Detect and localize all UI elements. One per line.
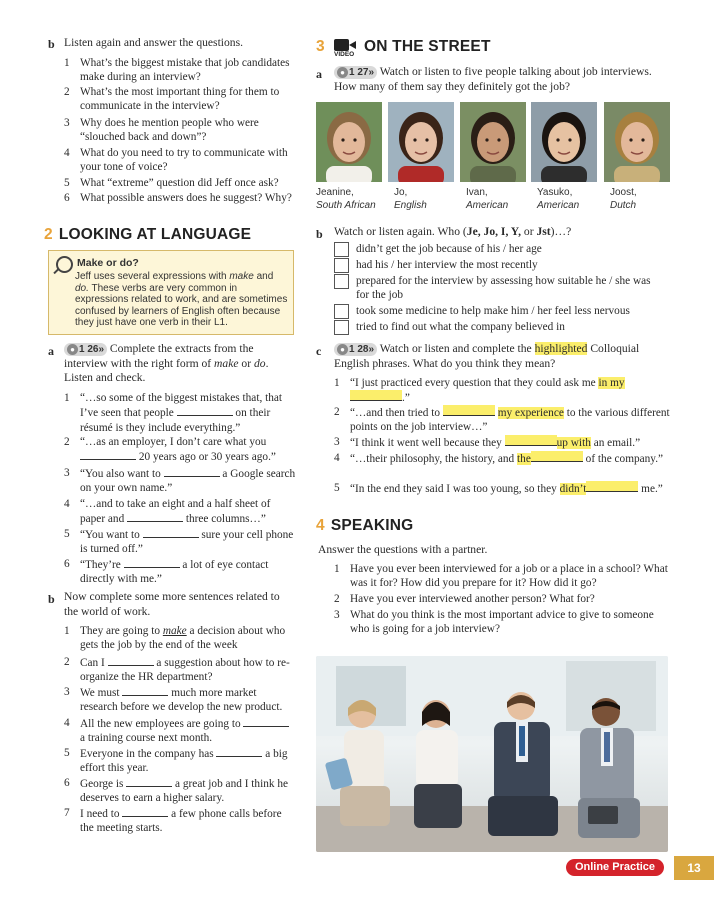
extract-text: “…and to take an eight and a half sheet of paper and three columns…” <box>80 498 271 526</box>
highlighted-text: my experience <box>497 407 564 419</box>
sentence-item <box>64 624 296 653</box>
sentence-item <box>64 655 296 685</box>
speaking-question <box>334 608 670 637</box>
section-title: LOOKING AT LANGUAGE <box>58 226 252 243</box>
section-heading <box>316 38 331 56</box>
item-number: 5 <box>334 482 340 494</box>
page-number: 13 <box>674 856 714 880</box>
section-number: 4 <box>316 517 325 534</box>
person-nationality: Dutch <box>610 200 637 211</box>
extract-item <box>64 466 296 496</box>
phrase-text: “In the end they said I was too young, so they didn’t me.” <box>350 483 663 495</box>
answer-blank[interactable] <box>505 435 557 446</box>
item-number: 3 <box>64 467 70 479</box>
phrase-text: “I think it went well because they up with an email.” <box>350 437 641 449</box>
answer-blank[interactable] <box>443 405 495 416</box>
highlighted-text: in my <box>598 377 625 389</box>
exercise-instruction: Listen again and answer the questions. <box>64 36 244 49</box>
interview-photo <box>316 656 668 852</box>
item-number: 1 <box>64 57 70 69</box>
section-heading <box>44 226 251 244</box>
extract-text: “You also want to a Google search on your own name.” <box>80 468 296 495</box>
checkbox-text: took some medicine to help make him / her feel less nervous <box>356 305 630 317</box>
answer-box[interactable] <box>334 274 349 289</box>
phrase-item <box>334 376 674 406</box>
item-number: 6 <box>64 192 70 204</box>
answer-box[interactable] <box>334 320 349 335</box>
highlighted-text: up with <box>556 437 591 449</box>
item-number: 5 <box>64 177 70 189</box>
highlighted-text: the <box>517 453 531 465</box>
person-nationality: American <box>537 200 580 211</box>
exercise-instruction: ● 1 27» Watch or listen to five people talking about job interviews. How many of them say they definitely got the job? <box>334 65 652 93</box>
question-text: What’s the biggest mistake that job candidates make during an interview? <box>80 57 290 84</box>
person-caption <box>537 186 607 212</box>
extract-item <box>64 497 296 527</box>
person-caption <box>316 186 386 212</box>
tip-box <box>48 250 294 335</box>
exercise-label: b <box>48 37 55 51</box>
checkbox-text: didn’t get the job because of his / her age <box>356 243 542 255</box>
phrase-item <box>334 435 674 450</box>
answer-blank[interactable] <box>124 557 180 568</box>
question-item <box>64 191 298 205</box>
question-text: Why does he mention people who were “slouched back and down”? <box>80 117 259 144</box>
checkbox-text: had his / her interview the most recently <box>356 259 538 271</box>
speaking-instruction: Answer the questions with a partner. <box>318 543 488 556</box>
item-number: 3 <box>64 686 70 698</box>
section-number: 3 <box>316 38 325 55</box>
answer-blank[interactable] <box>127 511 183 522</box>
person-portrait <box>460 102 526 182</box>
speaking-question <box>334 592 670 606</box>
phrase-text: “…their philosophy, the history, and the of the company.” <box>350 453 664 465</box>
sentence-item <box>64 806 296 836</box>
item-number: 2 <box>334 593 340 605</box>
person-nationality: South African <box>316 200 376 211</box>
section-heading <box>316 517 413 535</box>
answer-blank[interactable] <box>80 449 136 460</box>
person-portrait <box>388 102 454 182</box>
sentence-item <box>64 716 296 746</box>
question-item <box>64 176 298 190</box>
answer-box[interactable] <box>334 304 349 319</box>
sentence-item <box>64 776 296 806</box>
answer-blank[interactable] <box>164 466 220 477</box>
question-text: Have you ever been interviewed for a job or a place in a school? What was it for? How did you prepare for it? How did it go? <box>350 563 668 590</box>
phrase-text: “…and then tried to my experience to the various different points on the job interview…” <box>350 407 670 434</box>
answer-blank[interactable] <box>586 481 638 492</box>
item-number: 1 <box>64 392 70 404</box>
exercise-label: a <box>316 67 322 81</box>
checkbox-text: prepared for the interview by assessing how suitable he / she was for the job <box>356 275 651 302</box>
answer-blank[interactable] <box>143 527 199 538</box>
item-number: 1 <box>334 563 340 575</box>
sentence-text: They are going to make a decision about who gets the job by the end of the week <box>80 625 286 652</box>
checkbox-text: tried to find out what the company believed in <box>356 321 565 333</box>
person-caption <box>394 186 464 212</box>
face-illustration <box>316 102 382 182</box>
person-name: Joost, <box>610 187 637 198</box>
answer-blank[interactable] <box>177 405 233 416</box>
item-number: 2 <box>334 406 340 418</box>
online-practice-button[interactable]: Online Practice <box>566 859 664 876</box>
item-number: 5 <box>64 528 70 540</box>
interview-illustration <box>316 656 668 852</box>
item-number: 2 <box>64 656 70 668</box>
question-text: What possible answers does he suggest? Why? <box>80 192 292 204</box>
question-item <box>64 116 298 145</box>
section-title: SPEAKING <box>330 517 414 534</box>
audio-track-badge[interactable]: ● 1 26» <box>64 343 107 356</box>
answer-blank[interactable] <box>122 685 168 696</box>
item-number: 2 <box>64 86 70 98</box>
face-illustration <box>460 102 526 182</box>
question-text: What do you need to try to communicate with your tone of voice? <box>80 147 288 174</box>
item-number: 3 <box>64 117 70 129</box>
exercise-instruction: ● 1 28» Watch or listen and complete the highlighted Colloquial English phrases. What do you think they mean? <box>334 342 640 370</box>
extract-item <box>64 527 296 557</box>
item-number: 7 <box>64 807 70 819</box>
person-nationality: English <box>394 200 427 211</box>
sentence-text: I need to a few phone calls before the meeting starts. <box>80 808 282 835</box>
checkbox-item <box>334 320 654 334</box>
face-illustration <box>388 102 454 182</box>
face-illustration <box>531 102 597 182</box>
video-camera-icon: VIDEO <box>334 37 358 59</box>
phrase-item <box>334 451 674 466</box>
audio-track-badge[interactable]: ● 1 27» <box>334 66 377 79</box>
exercise-label: b <box>48 592 55 606</box>
person-portrait <box>531 102 597 182</box>
question-text: What’s the most important thing for them to communicate in the interview? <box>80 86 280 113</box>
person-portrait <box>604 102 670 182</box>
item-number: 6 <box>64 558 70 570</box>
item-number: 1 <box>64 625 70 637</box>
sentence-text: Everyone in the company has a big effort this year. <box>80 748 288 775</box>
answer-blank[interactable] <box>531 451 583 462</box>
extract-item <box>64 435 296 465</box>
item-number: 2 <box>64 436 70 448</box>
exercise-instruction: ● 1 26» Complete the extracts from the interview with the right form of make or do. Listen and check. <box>64 342 269 385</box>
item-number: 4 <box>334 452 340 464</box>
exercise-label: c <box>316 344 322 358</box>
question-item <box>64 85 298 114</box>
person-name: Ivan, <box>466 187 488 198</box>
section-number: 2 <box>44 226 53 243</box>
person-caption <box>466 186 536 212</box>
sentence-item <box>64 746 296 776</box>
example-answer: make <box>162 625 187 637</box>
extract-text: “…so some of the biggest mistakes that, that I’ve seen that people on their résumé is they include everything.” <box>80 392 283 434</box>
magnifier-icon <box>56 256 73 273</box>
checkbox-item <box>334 274 654 303</box>
answer-blank[interactable] <box>350 390 402 401</box>
audio-track-badge[interactable]: ● 1 28» <box>334 343 377 356</box>
exercise-label: a <box>48 344 54 358</box>
sentence-text: Can I a suggestion about how to re-organize the HR department? <box>80 657 290 684</box>
question-text: What “extreme” question did Jeff once ask? <box>80 177 279 189</box>
item-number: 4 <box>64 147 70 159</box>
tip-title: Make or do? <box>77 257 139 269</box>
disc-icon: ● <box>67 344 78 355</box>
exercise-instruction: Now complete some more sentences related to the world of work. <box>64 590 280 618</box>
checkbox-item <box>334 242 654 256</box>
answer-blank[interactable] <box>122 806 168 817</box>
answer-blank[interactable] <box>108 655 154 666</box>
exercise-label: b <box>316 227 323 241</box>
person-name: Jo, <box>394 187 408 198</box>
section-title: ON THE STREET <box>364 38 491 55</box>
highlighted-text: didn’t <box>559 483 587 495</box>
face-illustration <box>604 102 670 182</box>
sentence-text: All the new employees are going to a training course next month. <box>80 716 296 746</box>
checkbox-item <box>334 304 654 318</box>
question-item <box>64 146 298 175</box>
item-number: 5 <box>64 747 70 759</box>
phrase-item <box>334 405 674 435</box>
sentence-text: We must much more market research before we develop the new product. <box>80 687 283 714</box>
answer-blank[interactable] <box>126 776 172 787</box>
checkbox-item <box>334 258 654 272</box>
question-text: What do you think is the most important advice to give to someone who is going for a job interview? <box>350 609 654 636</box>
extract-item <box>64 557 296 587</box>
phrase-text: “I just practiced every question that they could ask me in my.” <box>350 377 625 405</box>
person-portrait <box>316 102 382 182</box>
question-text: Have you ever interviewed another person? What for? <box>350 593 595 605</box>
phrase-item <box>334 481 674 496</box>
person-caption <box>610 186 680 212</box>
answer-box[interactable] <box>334 242 349 257</box>
item-number: 1 <box>334 377 340 389</box>
extract-item <box>64 391 296 435</box>
exercise-instruction: Watch or listen again. Who (Je, Jo, I, Y, or Jst)…? <box>334 225 572 238</box>
tip-text: Jeff uses several expressions with make and do. These verbs are very common in expressions related to work, and are sometimes confused by learners of English often because they just have one verb in their L1. <box>75 271 288 328</box>
extract-text: “They’re a lot of eye contact directly with me.” <box>80 559 269 586</box>
answer-blank[interactable] <box>216 746 262 757</box>
sentence-text: George is a great job and I think he deserves to earn a higher salary. <box>80 778 288 805</box>
item-number: 3 <box>334 609 340 621</box>
item-number: 6 <box>64 777 70 789</box>
speaking-question <box>334 562 670 591</box>
extract-text: “…as an employer, I don’t care what you 20 years ago or 30 years ago.” <box>80 436 276 464</box>
item-number: 4 <box>64 717 70 729</box>
answer-blank[interactable] <box>243 716 289 727</box>
item-number: 3 <box>334 436 340 448</box>
person-nationality: American <box>466 200 509 211</box>
person-name: Yasuko, <box>537 187 573 198</box>
sentence-item <box>64 685 296 715</box>
person-name: Jeanine, <box>316 187 354 198</box>
question-item <box>64 56 298 85</box>
item-number: 4 <box>64 498 70 510</box>
answer-box[interactable] <box>334 258 349 273</box>
extract-text: “You want to sure your cell phone is turned off.” <box>80 529 294 556</box>
